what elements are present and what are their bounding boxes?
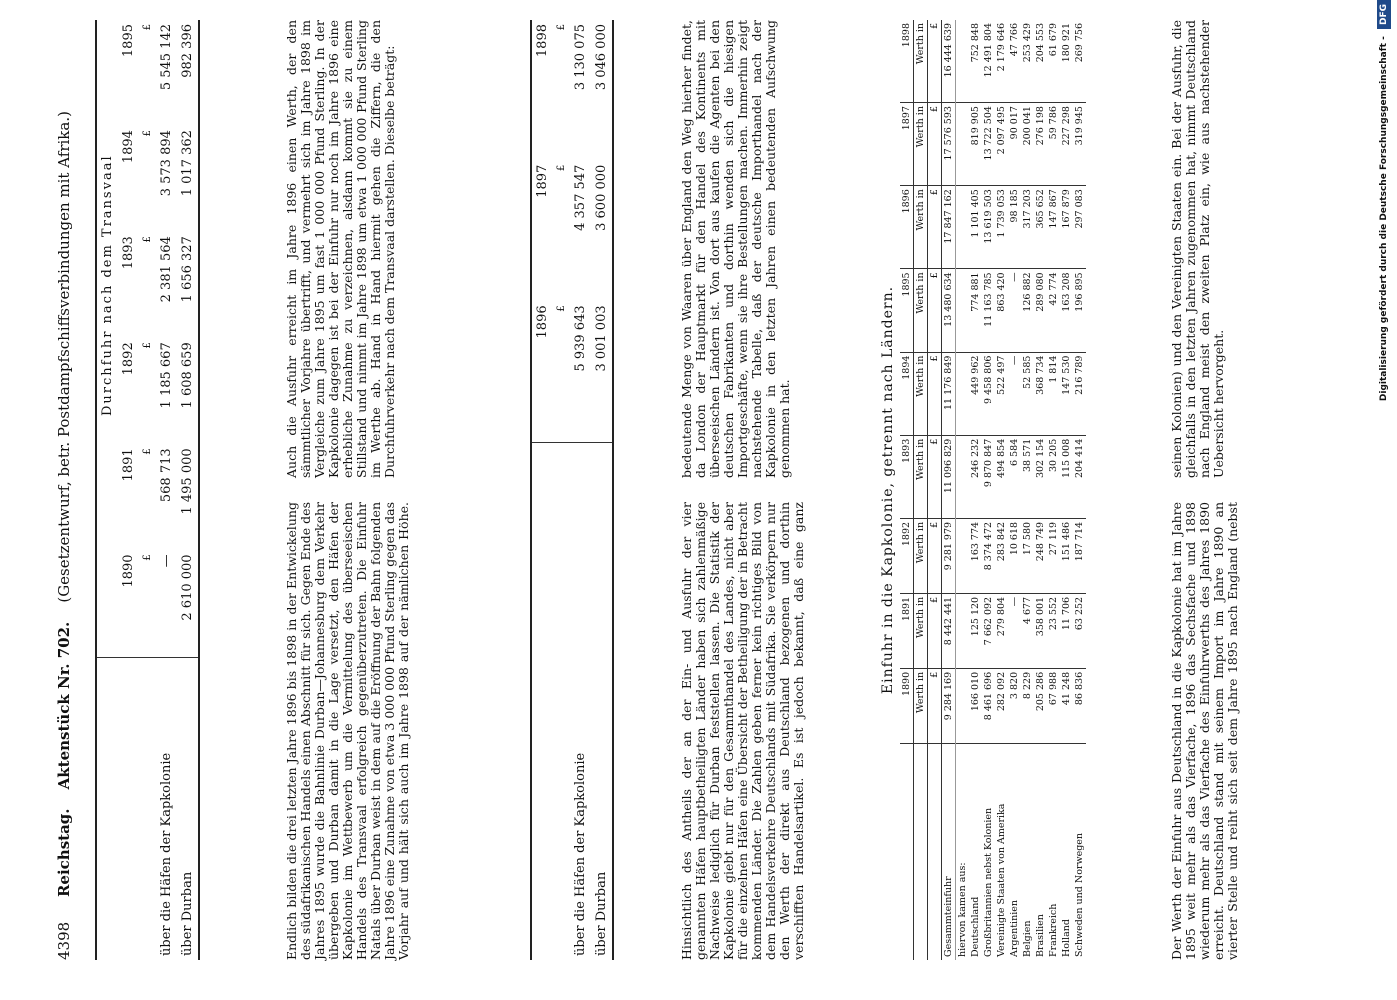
table-cell: 2 179 646 <box>995 20 1008 103</box>
table-cell: 38 571 <box>1021 435 1034 518</box>
table-cell: 358 001 <box>1034 593 1047 668</box>
publication-name: Reichstag. <box>55 808 73 898</box>
table-cell: 302 154 <box>1034 435 1047 518</box>
unit-label: £ <box>928 435 942 518</box>
table-cell: 1 495 000 <box>177 444 199 550</box>
table-cell: — <box>1008 269 1021 352</box>
table-cell: 13 619 503 <box>982 186 995 269</box>
table-cell: 227 298 <box>1060 103 1073 186</box>
year-header: 1897 <box>900 103 914 186</box>
table-cell: 125 120 <box>969 593 982 668</box>
unit-label: £ <box>142 342 153 349</box>
table-row <box>177 20 199 960</box>
table-cell: 4 357 547 <box>573 164 588 231</box>
value-column-label: Werth in <box>914 518 928 593</box>
table-cell: 9 284 169 <box>942 668 956 743</box>
unit-label: £ <box>142 236 153 243</box>
table-cell: 166 010 <box>969 668 982 743</box>
table-cell: 1 814 <box>1047 352 1060 435</box>
year-header: 1898 <box>535 24 550 58</box>
table-cell: 17 576 593 <box>942 103 956 186</box>
table-cell: 276 198 <box>1034 103 1047 186</box>
table-cell: 449 962 <box>969 352 982 435</box>
table-cell: 17 847 162 <box>942 186 956 269</box>
value-column-label: Werth in <box>914 593 928 668</box>
table-cell: 52 585 <box>1021 352 1034 435</box>
table-cell: 1 739 053 <box>995 186 1008 269</box>
table-cell: 11 706 <box>1060 593 1073 668</box>
table-cell: 3 001 003 <box>591 301 613 443</box>
table-cell: 3 046 000 <box>594 24 609 91</box>
table-cell: 86 836 <box>1073 668 1086 743</box>
table-cell: 9 870 847 <box>982 435 995 518</box>
table-cell: 11 096 829 <box>942 435 956 518</box>
unit-label: £ <box>928 518 942 593</box>
table-row <box>956 20 970 960</box>
table-cell: 6 584 <box>1008 435 1021 518</box>
unit-label: £ <box>142 130 153 137</box>
unit-label: £ <box>142 448 153 455</box>
value-column-label: Werth in <box>914 668 928 743</box>
table-cell: 253 429 <box>1021 20 1034 103</box>
table-cell: 3 130 075 <box>573 24 588 91</box>
table-cell: 67 988 <box>1047 668 1060 743</box>
value-column-label: Werth in <box>914 186 928 269</box>
table-cell: 819 905 <box>969 103 982 186</box>
table-cell: 365 652 <box>1034 186 1047 269</box>
unit-label: £ <box>928 352 942 435</box>
table-cell <box>956 20 970 103</box>
table-cell: 1 101 405 <box>969 186 982 269</box>
table-cell <box>956 103 970 186</box>
group-heading: Durchfuhr nach dem Transvaal <box>100 154 115 417</box>
table-cell: 3 573 894 <box>159 130 174 197</box>
paragraph-1: Endlich bilden die drei letzten Jahre 1896 bis 1898 in der Entwickelung des südafrikanischen Handels einen Abschnitt für sich. Gegen Ende des Jahres 1895 wurde die Bahnlinie Durban—Johannesburg dem Verkehr übergeben und Durban damit in die Lage versetzt, den Häfen der Kapkolonie im Wettbewerb um die Vermittelung des überseeischen Handels des Transvaal erfolgreich gegenüberzutreten. Die Einfuhr Natals über Durban weist in dem auf die Eröffnung der Bahn folgenden Jahre 1896 eine Zunahme von etwa 3 000 000 Pfund Sterling gegen das Vorjahr auf und hält sich auch im Jahre 1898 auf der nämlichen Höhe. Auch die Ausfuhr erreicht im Jahre 1896 einen Werth, der den sämmtlicher Vorjahre übertrifft, und vermehrt sich im Jahre 1898 im Vergleiche zum Jahre 1895 um fast 1 000 000 Pfund Sterling. In der Kapkolonie dagegen ist bei der Einfuhr nur noch im Jahre 1896 eine erhebliche Zunahme zu verzeichnen, alsdann kommt sie zu einem Stillstand und nimmt im Jahre 1898 um etwa 1 000 000 Pfund Sterling im Werthe ab. Hand in Hand hiermit gehen die Ziffern, die den Durchfuhrverkehr nach dem Transvaal darstellen. Dieselbe beträgt: <box>284 20 411 960</box>
table-cell: 205 286 <box>1034 668 1047 743</box>
unit-label: £ <box>928 103 942 186</box>
table-cell: 167 879 <box>1060 186 1073 269</box>
table-cell <box>956 186 970 269</box>
table-cell: 4 677 <box>1021 593 1034 668</box>
unit-label: £ <box>553 301 570 443</box>
table-cell <box>956 518 970 593</box>
unit-label: £ <box>928 668 942 743</box>
row-label: über Durban <box>594 871 609 956</box>
table-cell: 59 786 <box>1047 103 1060 186</box>
table-cell: 982 396 <box>177 20 199 126</box>
unit-label: £ <box>556 164 567 172</box>
table-cell: 216 789 <box>1073 352 1086 435</box>
table-cell: 196 895 <box>1073 269 1086 352</box>
table-cell: 282 092 <box>995 668 1008 743</box>
year-header: 1891 <box>121 448 136 482</box>
table-cell: 752 848 <box>969 20 982 103</box>
table-cell <box>956 435 970 518</box>
table-cell: 8 442 441 <box>942 593 956 668</box>
year-header: 1893 <box>121 236 136 270</box>
table-cell: 13 480 634 <box>942 269 956 352</box>
table-cell: 7 662 092 <box>982 593 995 668</box>
table-row <box>591 20 613 960</box>
table-cell: — <box>156 550 177 657</box>
table-row <box>156 20 177 960</box>
table-cell: 5 939 643 <box>570 301 591 443</box>
import-table-title: Einfuhr in die Kapkolonie, getrennt nach Ländern. <box>880 285 896 695</box>
year-header: 1896 <box>900 186 914 269</box>
table-cell: 283 842 <box>995 518 1008 593</box>
table-cell: 9 281 979 <box>942 518 956 593</box>
row-label: Vereinigte Staaten von Amerika <box>996 803 1007 957</box>
row-label: Frankreich <box>1048 903 1059 957</box>
unit-label: £ <box>139 550 156 657</box>
table-cell: 3 820 <box>1008 668 1021 743</box>
year-header: 1895 <box>121 24 136 58</box>
table-cell: 147 530 <box>1060 352 1073 435</box>
table-cell: 98 185 <box>1008 186 1021 269</box>
import-table-by-country <box>900 20 1086 960</box>
table-cell: 248 749 <box>1034 518 1047 593</box>
value-column-label: Werth in <box>914 435 928 518</box>
document-number: Aktenstück Nr. 702. <box>55 621 73 790</box>
table-cell: 269 756 <box>1073 20 1086 103</box>
table-cell: 5 545 142 <box>159 24 174 91</box>
year-header: 1897 <box>535 164 550 198</box>
row-label: Belgien <box>1022 920 1033 957</box>
table-row <box>1060 20 1073 960</box>
table-row <box>1034 20 1047 960</box>
transit-table-1896-1898 <box>530 20 614 960</box>
year-header: 1896 <box>531 301 553 443</box>
row-label: über Durban <box>177 657 199 960</box>
document-subtitle: (Gesetzentwurf, betr. Postdampfschiffsverbindungen mit Afrika.) <box>55 111 73 603</box>
table-cell: 2 097 495 <box>995 103 1008 186</box>
unit-label: £ <box>142 24 153 31</box>
table-cell: 147 867 <box>1047 186 1060 269</box>
value-column-label: Werth in <box>914 269 928 352</box>
table-cell: 47 766 <box>1008 20 1021 103</box>
table-row <box>982 20 995 960</box>
paragraph-3: Der Werth der Einfuhr aus Deutschland in die Kapkolonie hat im Jahre 1895 weit mehr als das Vierfache, 1896 das Sechsfache und 1898 wiederum mehr als das Vierfache des Einfuhrwerths des Jahres 1890 erreicht. Deutschland stand mit seinem Import im Jahre 1890 an vierter Stelle und reiht sich seit dem Jahre 1895 nach England (nebst seinen Kolonien) und den Vereinigten Staaten ein. Bei der Ausfuhr, die gleichfalls in den letzten Jahren zugenommen hat, nimmt Deutschland nach England meist den zweiten Platz ein, wie aus nachstehender Uebersicht hervorgeht. <box>1169 20 1240 960</box>
digitization-text: Digitalisierung gefördert durch die Deutsche Forschungsgemeinschaft - <box>1379 36 1389 402</box>
year-header: 1894 <box>121 130 136 164</box>
table-cell: 41 248 <box>1060 668 1073 743</box>
table-cell: 126 882 <box>1021 269 1034 352</box>
row-label: Gesammteinfuhr <box>942 743 956 960</box>
row-label: über die Häfen der Kapkolonie <box>573 752 588 956</box>
table-cell: 2 610 000 <box>177 550 199 657</box>
table-cell <box>956 668 970 743</box>
table-row <box>969 20 982 960</box>
table-cell: 8 229 <box>1021 668 1034 743</box>
table-cell: 9 458 806 <box>982 352 995 435</box>
table-cell: 2 381 564 <box>159 236 174 303</box>
table-cell: 27 119 <box>1047 518 1060 593</box>
unit-label: £ <box>556 24 567 31</box>
table-cell: 11 176 849 <box>942 352 956 435</box>
table-cell: 246 232 <box>969 435 982 518</box>
table-cell: — <box>1008 593 1021 668</box>
table-cell: 522 497 <box>995 352 1008 435</box>
table-cell: 23 552 <box>1047 593 1060 668</box>
row-label: Großbritannien nebst Kolonien <box>983 807 994 957</box>
table-row <box>995 20 1008 960</box>
table-cell: 42 774 <box>1047 269 1060 352</box>
row-label: Deutschland <box>970 896 981 957</box>
year-header: 1895 <box>900 269 914 352</box>
table-cell: 90 017 <box>1008 103 1021 186</box>
table-cell: 12 491 804 <box>982 20 995 103</box>
transit-table-1890-1895 <box>95 20 200 960</box>
year-header: 1891 <box>900 593 914 668</box>
table-cell: 3 600 000 <box>594 164 609 231</box>
page-number: 4398 <box>55 921 73 960</box>
table-cell: 200 041 <box>1021 103 1034 186</box>
table-cell: 1 608 659 <box>177 338 199 444</box>
year-header: 1892 <box>900 518 914 593</box>
table-cell: 10 618 <box>1008 518 1021 593</box>
table-cell: 863 420 <box>995 269 1008 352</box>
table-cell: 279 804 <box>995 593 1008 668</box>
table-cell: 1 185 667 <box>159 342 174 409</box>
unit-label: £ <box>928 593 942 668</box>
table-cell: 297 083 <box>1073 186 1086 269</box>
year-header: 1898 <box>900 20 914 103</box>
table-cell: 13 722 504 <box>982 103 995 186</box>
table-cell: 1 017 362 <box>177 126 199 232</box>
table-cell: — <box>1008 352 1021 435</box>
table-cell: 494 854 <box>995 435 1008 518</box>
table-row <box>1047 20 1060 960</box>
table-row <box>570 20 591 960</box>
table-cell <box>956 593 970 668</box>
row-label: Brasilien <box>1035 914 1046 957</box>
row-label: Argentinien <box>1009 900 1020 957</box>
table-row <box>942 20 956 960</box>
year-header: 1893 <box>900 435 914 518</box>
table-cell <box>956 269 970 352</box>
page-header <box>55 20 73 960</box>
table-cell: 368 734 <box>1034 352 1047 435</box>
table-cell: 11 163 785 <box>982 269 995 352</box>
table-cell: 317 203 <box>1021 186 1034 269</box>
table-cell: 187 714 <box>1073 518 1086 593</box>
dfg-logo: DFG <box>1377 0 1391 29</box>
table-cell: 17 580 <box>1021 518 1034 593</box>
unit-label: £ <box>928 269 942 352</box>
table-cell: 204 414 <box>1073 435 1086 518</box>
table-cell: 16 444 639 <box>942 20 956 103</box>
unit-label: £ <box>928 20 942 103</box>
table-cell: 163 208 <box>1060 269 1073 352</box>
table-cell: 63 252 <box>1073 593 1086 668</box>
digitization-notice <box>1372 0 1397 1000</box>
value-column-label: Werth in <box>914 103 928 186</box>
year-header: 1890 <box>118 550 139 657</box>
year-header: 1890 <box>900 668 914 743</box>
table-cell: 1 656 327 <box>177 232 199 338</box>
table-cell: 8 461 696 <box>982 668 995 743</box>
table-cell: 30 205 <box>1047 435 1060 518</box>
unit-label: £ <box>928 186 942 269</box>
row-label: Schweden und Norwegen <box>1074 832 1085 957</box>
table-cell: 774 881 <box>969 269 982 352</box>
value-column-label: Werth in <box>914 352 928 435</box>
value-column-label: Werth in <box>914 20 928 103</box>
table-cell: 115 008 <box>1060 435 1073 518</box>
table-cell: 180 921 <box>1060 20 1073 103</box>
table-cell: 319 945 <box>1073 103 1086 186</box>
row-label: hiervon kamen aus: <box>957 862 968 957</box>
row-label: über die Häfen der Kapkolonie <box>159 752 174 956</box>
table-cell <box>956 352 970 435</box>
table-row <box>1073 20 1086 960</box>
table-cell: 61 679 <box>1047 20 1060 103</box>
paragraph-2: Hinsichtlich des Antheils der an der Ein- und Ausfuhr der vier genannten Häfen hauptbetheiligten Länder haben sich zahlenmäßige Nachweise lediglich für Durban feststellen lassen. Die Statistik der Kapkolonie giebt nur für den Gesammthandel des Landes, nicht aber für die einzelnen Häfen eine Übersicht der Betheiligung der in Betracht kommenden Länder. Die Zahlen geben ferner kein richtiges Bild von dem Handelsverkehre Deutschlands mit Südafrika. Sie verkörpern nur den Werth der direkt aus Deutschland bezogenen und dorthin verschifften Handelsartikel. Es ist jedoch bekannt, daß eine ganz bedeutende Menge von Waaren über England den Weg hierher findet, da London der Hauptmarkt für den Handel des Kontinents mit überseeischen Ländern ist. Von dort aus kaufen die Agenten bei den deutschen Fabrikanten und dorthin wenden sich die hiesigen Importgeschäfte, wenn sie ihre Bestellungen machen. Immerhin zeigt nachstehende Tabelle, daß der deutsche Importhandel nach der Kapkolonie in den letzten Jahren einen bedeutenden Aufschwung genommen hat. <box>679 20 806 960</box>
table-cell: 8 374 472 <box>982 518 995 593</box>
table-cell: 151 486 <box>1060 518 1073 593</box>
table-cell: 289 080 <box>1034 269 1047 352</box>
year-header: 1894 <box>900 352 914 435</box>
table-cell: 204 553 <box>1034 20 1047 103</box>
table-row <box>1008 20 1021 960</box>
year-header: 1892 <box>121 342 136 376</box>
table-cell: 163 774 <box>969 518 982 593</box>
table-row <box>1021 20 1034 960</box>
row-label: Holland <box>1061 919 1072 957</box>
table-cell: 568 713 <box>159 448 174 503</box>
